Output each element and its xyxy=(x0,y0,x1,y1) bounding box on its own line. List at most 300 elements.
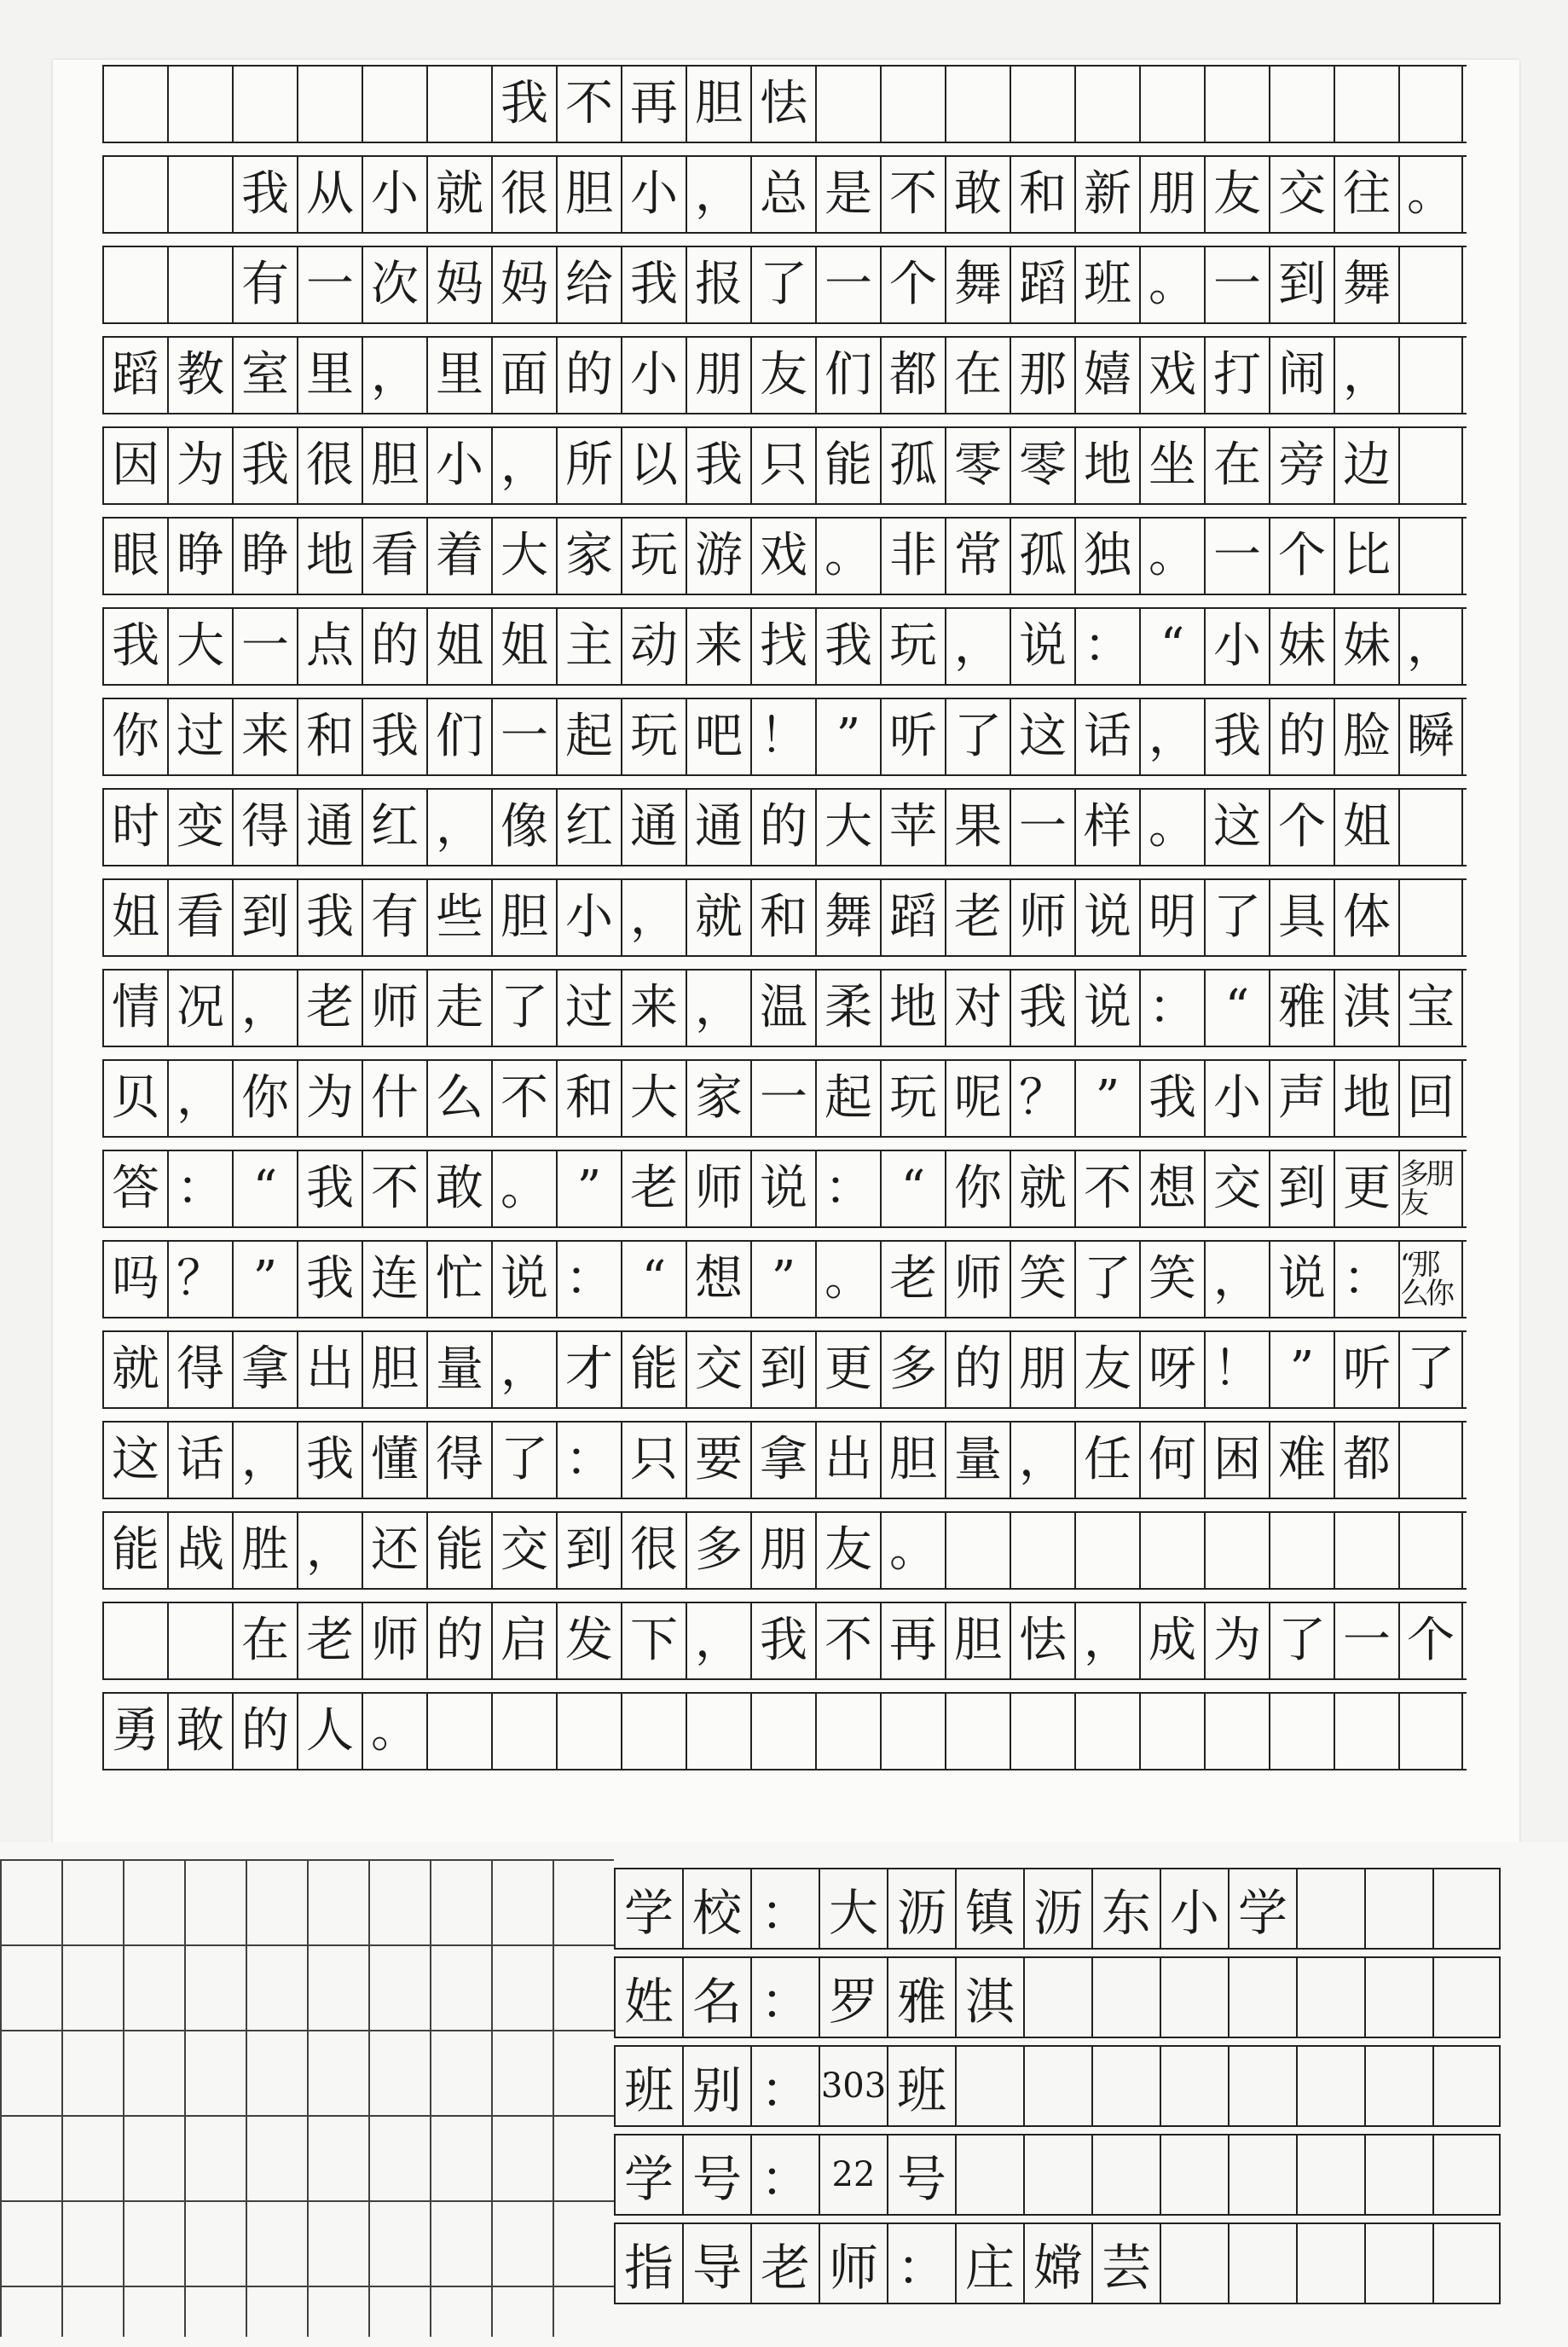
empty-grid xyxy=(0,1859,614,2337)
grid-cell: 。 xyxy=(880,1513,945,1588)
grid-cell: 淇 xyxy=(955,1958,1023,2037)
grid-cell: 么 xyxy=(426,1061,491,1136)
grid-cell xyxy=(880,67,945,142)
grid-cell: 你 xyxy=(945,1151,1010,1226)
grid-cell: 一 xyxy=(815,247,880,322)
grid-cell: 小 xyxy=(556,880,621,955)
grid-cell: 班 xyxy=(614,2047,682,2125)
grid-cell: 孤 xyxy=(880,428,945,503)
grid-cell: 别 xyxy=(682,2047,750,2125)
grid-cell: 姓 xyxy=(614,1958,682,2037)
grid-cell: 对 xyxy=(945,971,1010,1046)
grid-cell: 这 xyxy=(1204,790,1269,865)
essay-title xyxy=(102,65,1467,143)
grid-cell: 我 xyxy=(750,1603,815,1678)
grid-cell xyxy=(1432,1869,1501,1948)
grid-cell: 什 xyxy=(362,1061,426,1136)
grid-cell: ： xyxy=(556,1242,621,1317)
grid-cell: 一 xyxy=(750,1061,815,1136)
grid-cell: 。 xyxy=(815,1242,880,1317)
grid-cell: 得 xyxy=(426,1423,491,1498)
grid-cell: 个 xyxy=(1269,519,1334,594)
grid-cell: 下 xyxy=(621,1603,686,1678)
grid-cell: 拿 xyxy=(750,1423,815,1498)
grid-cell xyxy=(102,247,167,322)
grid-cell: 通 xyxy=(621,790,686,865)
grid-cell: 舞 xyxy=(945,247,1010,322)
grid-cell: 困 xyxy=(1204,1423,1269,1498)
grid-cell: 看 xyxy=(167,880,232,955)
grid-cell: 才 xyxy=(556,1332,621,1407)
grid-cell: 连 xyxy=(362,1242,426,1317)
grid-cell: 一 xyxy=(1334,1603,1398,1678)
grid-cell: 是 xyxy=(815,157,880,232)
grid-cell: ， xyxy=(686,971,750,1046)
grid-cell: 舞 xyxy=(1334,247,1398,322)
grid-cell: 说 xyxy=(1010,609,1074,684)
grid-cell xyxy=(945,1694,1010,1769)
grid-cell: 雅 xyxy=(887,1958,955,2037)
essay-line xyxy=(102,1511,1467,1590)
grid-cell: 难 xyxy=(1269,1423,1334,1498)
grid-cell: 的 xyxy=(232,1694,297,1769)
grid-cell xyxy=(1364,1958,1432,2037)
grid-cell: 比 xyxy=(1334,519,1398,594)
grid-cell: 姐 xyxy=(102,880,167,955)
grid-cell: 我 xyxy=(297,1423,362,1498)
grid-cell xyxy=(1228,1958,1296,2037)
grid-cell xyxy=(1023,2047,1091,2125)
grid-cell: 在 xyxy=(232,1603,297,1678)
essay-line xyxy=(102,517,1467,595)
grid-cell: 到 xyxy=(232,880,297,955)
grid-cell: 只 xyxy=(750,428,815,503)
grid-cell: 班 xyxy=(1074,247,1139,322)
grid-cell: 朋 xyxy=(1010,1332,1074,1407)
grid-cell: 的 xyxy=(426,1603,491,1678)
grid-cell xyxy=(880,1694,945,1769)
grid-cell: 起 xyxy=(556,699,621,774)
grid-cell: 朋 xyxy=(750,1513,815,1588)
grid-cell xyxy=(1398,428,1463,503)
grid-cell: 镇 xyxy=(955,1869,1023,1948)
grid-cell xyxy=(1091,2135,1160,2214)
grid-cell: 教 xyxy=(167,338,232,413)
grid-cell: ， xyxy=(232,1423,297,1498)
grid-cell: 有 xyxy=(232,247,297,322)
grid-cell: 友 xyxy=(750,338,815,413)
grid-cell: 老 xyxy=(750,2224,819,2303)
grid-cell: 就 xyxy=(1010,1151,1074,1226)
grid-cell: ： xyxy=(1074,609,1139,684)
grid-cell: 小 xyxy=(426,428,491,503)
grid-cell: 往 xyxy=(1334,157,1398,232)
grid-cell: 胆 xyxy=(362,1332,426,1407)
grid-cell: 小 xyxy=(621,157,686,232)
grid-cell: 我 xyxy=(1139,1061,1204,1136)
grid-cell xyxy=(297,67,362,142)
grid-cell: 你 xyxy=(232,1061,297,1136)
grid-cell: 校 xyxy=(682,1869,750,1948)
grid-cell xyxy=(1398,880,1463,955)
grid-cell: 雅 xyxy=(1269,971,1334,1046)
grid-cell: ： xyxy=(1139,971,1204,1046)
grid-cell: 以 xyxy=(621,428,686,503)
grid-cell: ， xyxy=(1139,699,1204,774)
grid-cell: 个 xyxy=(1398,1603,1463,1678)
grid-cell: 从 xyxy=(297,157,362,232)
grid-cell xyxy=(1074,1694,1139,1769)
grid-cell: 忙 xyxy=(426,1242,491,1317)
grid-cell: 通 xyxy=(686,790,750,865)
grid-cell: “ xyxy=(1139,609,1204,684)
grid-cell xyxy=(1228,2047,1296,2125)
grid-cell xyxy=(1269,67,1334,142)
grid-cell: 我 xyxy=(815,609,880,684)
grid-cell: 任 xyxy=(1074,1423,1139,1498)
grid-cell xyxy=(102,157,167,232)
grid-cell: 一 xyxy=(1204,519,1269,594)
grid-cell xyxy=(1204,67,1269,142)
essay-line xyxy=(102,1330,1467,1409)
grid-cell: 要 xyxy=(686,1423,750,1498)
grid-cell: 小 xyxy=(1160,1869,1228,1948)
grid-cell: 不 xyxy=(815,1603,880,1678)
grid-cell: 庄 xyxy=(955,2224,1023,2303)
grid-cell: 笑 xyxy=(1139,1242,1204,1317)
grid-cell: 班 xyxy=(887,2047,955,2125)
grid-cell: 声 xyxy=(1269,1061,1334,1136)
grid-cell: 来 xyxy=(232,699,297,774)
grid-cell xyxy=(1204,1694,1269,1769)
grid-cell: 敢 xyxy=(167,1694,232,1769)
grid-cell: 妈 xyxy=(491,247,556,322)
grid-cell: 人 xyxy=(297,1694,362,1769)
grid-cell xyxy=(1364,2047,1432,2125)
grid-cell: 点 xyxy=(297,609,362,684)
grid-cell: 妈 xyxy=(426,247,491,322)
grid-cell xyxy=(167,67,232,142)
grid-cell xyxy=(1296,2047,1364,2125)
grid-cell: 宝 xyxy=(1398,971,1463,1046)
grid-cell xyxy=(1091,2047,1160,2125)
grid-cell: 所 xyxy=(556,428,621,503)
grid-cell: 大 xyxy=(167,609,232,684)
grid-cell xyxy=(167,157,232,232)
grid-cell: 能 xyxy=(815,428,880,503)
grid-cell: 胆 xyxy=(686,67,750,142)
grid-cell: 孤 xyxy=(1010,519,1074,594)
essay-line xyxy=(102,698,1467,776)
grid-cell: 师 xyxy=(1010,880,1074,955)
grid-cell: 说 xyxy=(491,1242,556,1317)
grid-cell: 友 xyxy=(1204,157,1269,232)
grid-cell: ， xyxy=(686,1603,750,1678)
grid-cell: 和 xyxy=(297,699,362,774)
grid-cell xyxy=(1364,2224,1432,2303)
grid-cell: ： xyxy=(750,2047,819,2125)
grid-cell: 。 xyxy=(1139,790,1204,865)
grid-cell: 姐 xyxy=(426,609,491,684)
essay-line xyxy=(102,1059,1467,1138)
grid-cell: 舞 xyxy=(815,880,880,955)
grid-cell: 坐 xyxy=(1139,428,1204,503)
grid-cell: 老 xyxy=(297,971,362,1046)
grid-cell: 小 xyxy=(1204,609,1269,684)
grid-cell: 睁 xyxy=(232,519,297,594)
grid-cell: 你 xyxy=(102,699,167,774)
grid-cell xyxy=(491,1694,556,1769)
grid-cell xyxy=(1160,1958,1228,2037)
grid-cell: 。 xyxy=(1398,157,1463,232)
grid-cell: 敢 xyxy=(426,1151,491,1226)
grid-cell: 到 xyxy=(750,1332,815,1407)
grid-cell: 指 xyxy=(614,2224,682,2303)
grid-cell xyxy=(1023,1958,1091,2037)
grid-cell: 一 xyxy=(232,609,297,684)
grid-cell: 多 xyxy=(880,1332,945,1407)
grid-cell: 和 xyxy=(556,1061,621,1136)
grid-cell: ， xyxy=(945,609,1010,684)
grid-cell: 。 xyxy=(815,519,880,594)
grid-cell: 学 xyxy=(1228,1869,1296,1948)
grid-cell: 更 xyxy=(1334,1151,1398,1226)
grid-cell: 里 xyxy=(297,338,362,413)
grid-cell: 地 xyxy=(880,971,945,1046)
grid-cell: 得 xyxy=(232,790,297,865)
grid-cell: 学 xyxy=(614,1869,682,1948)
grid-cell: 动 xyxy=(621,609,686,684)
grid-cell xyxy=(1398,338,1463,413)
grid-cell: ， xyxy=(1010,1423,1074,1498)
grid-cell: 玩 xyxy=(621,699,686,774)
grid-cell: 回 xyxy=(1398,1061,1463,1136)
info-line xyxy=(614,2222,1501,2304)
grid-cell: 胆 xyxy=(491,880,556,955)
grid-cell: 沥 xyxy=(887,1869,955,1948)
grid-cell: ， xyxy=(1398,609,1463,684)
grid-cell: 的 xyxy=(750,790,815,865)
grid-cell: 小 xyxy=(621,338,686,413)
grid-cell: 我 xyxy=(491,67,556,142)
grid-cell: 妹 xyxy=(1269,609,1334,684)
essay-line xyxy=(102,1421,1467,1499)
grid-cell xyxy=(1023,2135,1091,2214)
grid-cell xyxy=(102,67,167,142)
info-line xyxy=(614,1868,1501,1950)
grid-cell: 怯 xyxy=(750,67,815,142)
grid-cell: 再 xyxy=(880,1603,945,1678)
grid-cell xyxy=(1160,2135,1228,2214)
grid-cell: ， xyxy=(167,1061,232,1136)
grid-cell: 我 xyxy=(686,428,750,503)
grid-cell: 胆 xyxy=(945,1603,1010,1678)
essay-line xyxy=(102,336,1467,414)
grid-cell: 嫦 xyxy=(1023,2224,1091,2303)
grid-cell: 拿 xyxy=(232,1332,297,1407)
grid-cell: 都 xyxy=(880,338,945,413)
grid-cell: 这 xyxy=(102,1423,167,1498)
grid-cell: 情 xyxy=(102,971,167,1046)
grid-cell: ， xyxy=(1204,1242,1269,1317)
grid-cell xyxy=(1228,2135,1296,2214)
grid-cell: ： xyxy=(750,1869,819,1948)
grid-cell: 小 xyxy=(1204,1061,1269,1136)
grid-cell: 吗 xyxy=(102,1242,167,1317)
grid-cell: 了 xyxy=(750,247,815,322)
grid-cell: 玩 xyxy=(880,1061,945,1136)
grid-cell xyxy=(1074,1513,1139,1588)
grid-cell: 量 xyxy=(945,1423,1010,1498)
grid-cell xyxy=(556,1694,621,1769)
grid-cell: 瞬 xyxy=(1398,699,1463,774)
grid-cell: 我 xyxy=(1204,699,1269,774)
grid-cell: 妹 xyxy=(1334,609,1398,684)
grid-cell xyxy=(1398,247,1463,322)
grid-cell: 呢 xyxy=(945,1061,1010,1136)
grid-cell: 到 xyxy=(1269,247,1334,322)
grid-cell xyxy=(1432,1958,1501,2037)
grid-cell: 戏 xyxy=(1139,338,1204,413)
essay-line xyxy=(102,155,1467,234)
grid-cell: 的 xyxy=(556,338,621,413)
grid-cell: 我 xyxy=(297,1151,362,1226)
grid-cell: 呀 xyxy=(1139,1332,1204,1407)
grid-cell: 话 xyxy=(1074,699,1139,774)
grid-cell: 名 xyxy=(682,1958,750,2037)
grid-cell: 听 xyxy=(880,699,945,774)
grid-cell xyxy=(1269,1513,1334,1588)
grid-cell: 地 xyxy=(297,519,362,594)
grid-cell xyxy=(1398,67,1463,142)
grid-cell: “ xyxy=(880,1151,945,1226)
grid-cell xyxy=(686,1694,750,1769)
grid-cell: ， xyxy=(686,157,750,232)
grid-cell: 总 xyxy=(750,157,815,232)
grid-cell: 友 xyxy=(815,1513,880,1588)
grid-cell: 老 xyxy=(945,880,1010,955)
grid-cell: 学 xyxy=(614,2135,682,2214)
grid-cell: 303 xyxy=(819,2047,887,2125)
grid-cell xyxy=(1432,2224,1501,2303)
grid-cell: 的 xyxy=(362,609,426,684)
grid-cell: 为 xyxy=(167,428,232,503)
essay-line xyxy=(102,426,1467,505)
grid-cell xyxy=(1204,1513,1269,1588)
grid-cell: 了 xyxy=(1269,1603,1334,1678)
grid-cell: 胜 xyxy=(232,1513,297,1588)
grid-cell: 话 xyxy=(167,1423,232,1498)
grid-cell: 时 xyxy=(102,790,167,865)
grid-cell: 脸 xyxy=(1334,699,1398,774)
grid-cell: 次 xyxy=(362,247,426,322)
grid-cell: 闹 xyxy=(1269,338,1334,413)
grid-cell: 为 xyxy=(297,1061,362,1136)
grid-cell xyxy=(1432,2047,1501,2125)
grid-cell: 老 xyxy=(297,1603,362,1678)
grid-cell: ， xyxy=(232,971,297,1046)
grid-cell: 出 xyxy=(297,1332,362,1407)
grid-cell: 零 xyxy=(1010,428,1074,503)
grid-cell: 。 xyxy=(491,1151,556,1226)
grid-cell: ？ xyxy=(167,1242,232,1317)
grid-cell: “ xyxy=(1204,971,1269,1046)
grid-cell: 一 xyxy=(491,699,556,774)
grid-cell: 到 xyxy=(556,1513,621,1588)
grid-cell: 多 xyxy=(686,1513,750,1588)
grid-cell: 号 xyxy=(887,2135,955,2214)
grid-cell: 零 xyxy=(945,428,1010,503)
grid-cell: 姐 xyxy=(491,609,556,684)
essay-line xyxy=(102,1602,1467,1680)
grid-cell xyxy=(1334,1694,1398,1769)
grid-cell: 还 xyxy=(362,1513,426,1588)
grid-cell: 大 xyxy=(491,519,556,594)
grid-cell: 和 xyxy=(1010,157,1074,232)
grid-cell xyxy=(1398,519,1463,594)
grid-cell: ” xyxy=(1074,1061,1139,1136)
grid-cell: 。 xyxy=(1139,247,1204,322)
grid-cell: 个 xyxy=(880,247,945,322)
grid-cell: 不 xyxy=(362,1151,426,1226)
grid-cell: 地 xyxy=(1334,1061,1398,1136)
grid-cell: 说 xyxy=(1074,971,1139,1046)
grid-cell: 蹈 xyxy=(880,880,945,955)
grid-cell: 都 xyxy=(1334,1423,1398,1498)
grid-cell: 号 xyxy=(682,2135,750,2214)
essay-line xyxy=(102,878,1467,957)
grid-cell: 在 xyxy=(945,338,1010,413)
grid-cell: 老 xyxy=(621,1151,686,1226)
grid-cell xyxy=(1398,1513,1463,1588)
grid-cell xyxy=(1364,1869,1432,1948)
grid-cell: 过 xyxy=(167,699,232,774)
grid-cell: 一 xyxy=(1010,790,1074,865)
grid-cell: 和 xyxy=(750,880,815,955)
grid-cell: 找 xyxy=(750,609,815,684)
essay-line xyxy=(102,1150,1467,1228)
grid-cell: 成 xyxy=(1139,1603,1204,1678)
grid-cell: 胆 xyxy=(556,157,621,232)
grid-cell: 一 xyxy=(297,247,362,322)
grid-cell: 玩 xyxy=(621,519,686,594)
grid-cell: 来 xyxy=(686,609,750,684)
grid-cell: 很 xyxy=(297,428,362,503)
grid-cell: 量 xyxy=(426,1332,491,1407)
grid-cell: ： xyxy=(167,1151,232,1226)
grid-cell: 蹈 xyxy=(102,338,167,413)
grid-cell xyxy=(1334,1513,1398,1588)
grid-cell: 启 xyxy=(491,1603,556,1678)
grid-cell: 面 xyxy=(491,338,556,413)
grid-cell: 发 xyxy=(556,1603,621,1678)
grid-cell: 里 xyxy=(426,338,491,413)
grid-cell: 师 xyxy=(686,1151,750,1226)
essay-line xyxy=(102,969,1467,1047)
grid-cell: 懂 xyxy=(362,1423,426,1498)
grid-cell: 我 xyxy=(362,699,426,774)
grid-cell xyxy=(232,67,297,142)
grid-cell: 我 xyxy=(1010,971,1074,1046)
grid-cell: 过 xyxy=(556,971,621,1046)
grid-cell: 常 xyxy=(945,519,1010,594)
grid-cell: ” xyxy=(1269,1332,1334,1407)
grid-cell: ： xyxy=(750,1958,819,2037)
grid-cell: 况 xyxy=(167,971,232,1046)
grid-cell: 像 xyxy=(491,790,556,865)
grid-cell: 了 xyxy=(491,1423,556,1498)
grid-cell: ！ xyxy=(750,699,815,774)
